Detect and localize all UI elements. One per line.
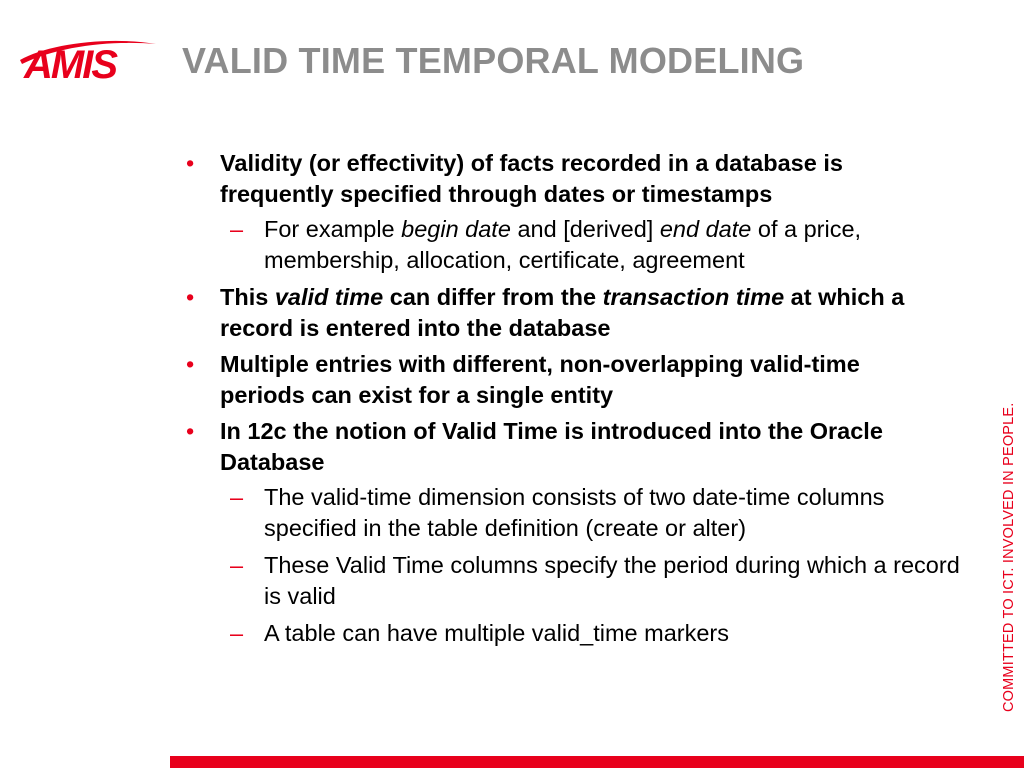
bullet-icon: • <box>186 150 195 176</box>
bullet-item <box>182 148 942 276</box>
bullet-list <box>182 148 972 649</box>
amis-logo-graphic <box>18 30 158 86</box>
sub-bullet-list <box>220 214 942 276</box>
sub-bullet-item <box>220 482 964 544</box>
sub-text-italic: begin date <box>401 216 511 242</box>
amis-logo <box>18 30 158 86</box>
bullet-text: Validity (or effectivity) of facts recorded in a database is frequently specified through dates or timestamps <box>220 150 843 207</box>
bullet-text: In 12c the notion of Valid Time is introduced into the Oracle Database <box>220 418 883 475</box>
bullet-text-italic: transaction time <box>602 284 785 310</box>
sub-text-italic: end date <box>659 216 752 242</box>
bullet-icon: • <box>186 351 195 377</box>
bullet-item <box>182 282 942 344</box>
dash-icon: – <box>230 552 244 578</box>
bullet-item <box>182 349 942 411</box>
sub-bullet-item <box>220 214 964 276</box>
sub-text: A table can have multiple valid_time markers <box>264 620 729 646</box>
vertical-tagline: COMMITTED TO ICT. INVOLVED IN PEOPLE. <box>1001 402 1017 712</box>
dash-icon: – <box>230 216 244 242</box>
dash-icon: – <box>230 484 244 510</box>
sub-text-part: of a price, membership, allocation, certificate, agreement <box>264 216 862 273</box>
bullet-icon: • <box>186 284 195 310</box>
sub-text: The valid-time dimension consists of two date-time columns specified in the table definition (create or alter) <box>264 484 885 541</box>
sub-text-part: and [derived] <box>510 216 660 242</box>
bullet-text-part: can differ from the <box>383 284 603 310</box>
sub-bullet-list <box>220 482 960 649</box>
sub-bullet-item <box>220 550 964 612</box>
bullet-text: Multiple entries with different, non-overlapping valid-time periods can exist for a single entity <box>220 351 860 408</box>
bullet-text-part: at which a record is entered into the database <box>220 284 905 341</box>
dash-icon: – <box>230 620 244 646</box>
bullet-text-part: This <box>220 284 275 310</box>
bullet-text-italic: valid time <box>274 284 384 310</box>
slide-title: VALID TIME TEMPORAL MODELING <box>182 40 805 81</box>
sub-text-part: For example <box>264 216 402 242</box>
bullet-icon: • <box>186 418 195 444</box>
bullet-item <box>182 416 960 649</box>
sub-text: These Valid Time columns specify the period during which a record is valid <box>264 552 960 609</box>
footer-red-bar <box>170 756 1024 768</box>
sub-bullet-item <box>220 618 964 649</box>
logo-text: AMIS <box>24 43 116 86</box>
slide-content <box>182 148 972 655</box>
